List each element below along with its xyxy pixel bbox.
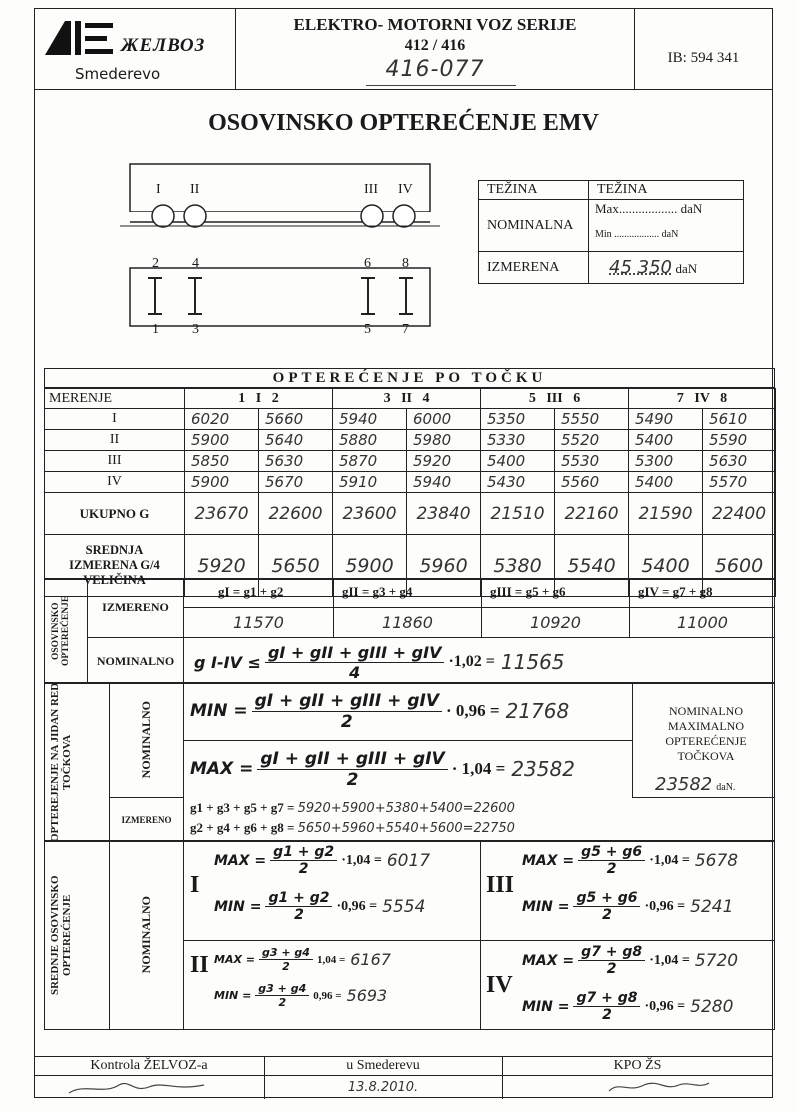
average-min-num: g3 + g4 [255, 982, 309, 996]
axle-label-I: I [156, 182, 161, 197]
average-min-fraction [255, 982, 309, 1009]
izm-line1-formula: g1 + g3 + g5 + g7 = [190, 800, 295, 815]
average-min-label: MIN = [522, 898, 570, 915]
handwritten-underline [366, 85, 516, 86]
wheel-table-row [45, 430, 776, 451]
axle-side-cell [44, 578, 88, 684]
header-ib-cell [634, 8, 773, 90]
srednja-cell: 5600 [703, 535, 776, 597]
wheelset-right-text: NOMINALNO MAXIMALNO OPTEREĆENJE TOČKOVA [665, 704, 747, 763]
average-min-fraction [573, 990, 640, 1023]
axle-formula-4: gIV = g7 + g8 [630, 578, 775, 608]
wheel-load-cell: 5400 [629, 472, 703, 493]
average-min-den: 2 [602, 1007, 612, 1023]
average-block-I [184, 840, 480, 940]
wheelset-max-formula [190, 742, 575, 796]
wheelset-izmereno-label: IZMERENO [110, 798, 184, 842]
group-header-1: 1 I 2 [185, 389, 333, 409]
average-roman-I: I [190, 872, 200, 898]
axle-value-4: 11000 [630, 608, 775, 638]
weight-col1-header: TEŽINA [479, 181, 589, 200]
average-max-num: g5 + g6 [578, 844, 645, 861]
axle-nominal-result: 11565 [500, 650, 565, 674]
average-min-formula [214, 982, 387, 1009]
wheel-load-cell: 5350 [481, 409, 555, 430]
average-max-formula [522, 944, 738, 977]
average-block-III [480, 840, 775, 940]
ukupno-cell: 23840 [407, 493, 481, 535]
weight-nominal-label: NOMINALNA [479, 200, 589, 252]
axle-izmereno-label: IZMERENO [88, 578, 184, 638]
axle-nominal-fraction [265, 643, 445, 682]
footer-col3-label: KPO ŽS [613, 1058, 662, 1073]
average-min-result: 5241 [690, 896, 734, 917]
srednja-cell: 5400 [629, 535, 703, 597]
wheel-load-cell: 5940 [333, 409, 407, 430]
average-block-II [184, 940, 480, 1040]
average-max-result: 5678 [694, 850, 739, 871]
srednja-cell: 5920 [185, 535, 259, 597]
axle-label-II: II [190, 182, 200, 197]
average-side-cell [44, 840, 110, 1030]
average-max-den: 2 [282, 960, 290, 973]
average-max-fraction [259, 946, 313, 973]
wheelset-min-factor: · 0,96 = [446, 701, 500, 720]
company-name: ЖЕЛВОЗ [121, 35, 206, 56]
average-roman-II: II [190, 952, 209, 978]
wheel-load-cell: 5910 [333, 472, 407, 493]
average-min-factor: ·0,96 = [644, 898, 686, 914]
wheel-load-cell: 5630 [703, 451, 776, 472]
axle-formula-2: gII = g3 + g4 [334, 578, 482, 608]
header-logo-cell [34, 8, 236, 90]
weight-col2-header: TEŽINA [589, 181, 744, 200]
ukupno-cell: 22400 [703, 493, 776, 535]
ukupno-cell: 21510 [481, 493, 555, 535]
average-max-den: 2 [606, 961, 617, 977]
wheelset-max-den: 2 [346, 769, 359, 790]
wheel-num-6: 6 [364, 256, 371, 271]
average-max-factor: 1,04 = [316, 953, 346, 966]
wheel-load-cell: 5870 [333, 451, 407, 472]
average-max-fraction [578, 844, 645, 877]
average-min-result: 5693 [346, 986, 388, 1005]
wheel-load-cell: 5400 [629, 430, 703, 451]
average-max-formula [214, 946, 391, 973]
average-max-fraction [578, 944, 645, 977]
average-max-factor: ·1,04 = [649, 952, 690, 968]
wheel-table-row [45, 451, 776, 472]
average-min-num: g7 + g8 [573, 990, 640, 1007]
title-line-1: ELEKTRO- MOTORNI VOZ SERIJE [293, 15, 577, 34]
average-max-label: MAX = [522, 852, 575, 869]
axle-value-3: 10920 [482, 608, 630, 638]
srednja-cell: 5650 [259, 535, 333, 597]
group-header-4: 7 IV 8 [629, 389, 776, 409]
average-min-den: 2 [294, 907, 304, 923]
average-max-factor: ·1,04 = [649, 852, 690, 868]
wheel-load-cell: 5560 [555, 472, 629, 493]
average-min-label: MIN = [214, 989, 252, 1002]
wheelset-max-label: MAX = [190, 759, 254, 779]
header-title-cell [235, 8, 635, 90]
ukupno-cell: 22160 [555, 493, 629, 535]
axle-nominal-factor: ·1,02 = [448, 653, 495, 670]
wheel-load-cell: 6000 [407, 409, 481, 430]
axle-nominal-num: gI + gII + gIII + gIV [265, 643, 445, 663]
ukupno-label: UKUPNO G [45, 493, 185, 535]
average-min-fraction [265, 890, 332, 923]
wheelset-min-result: 21768 [505, 699, 570, 723]
wheel-load-cell: 5630 [259, 451, 333, 472]
average-min-formula [522, 890, 733, 923]
wheel-load-cell: 5660 [259, 409, 333, 430]
wheel-load-cell: 5640 [259, 430, 333, 451]
wheelset-nominalno-label: NOMINALNO [139, 700, 153, 779]
wheel-num-2: 2 [152, 256, 159, 271]
wheelset-min-label: MIN = [190, 701, 248, 721]
wheelset-nominalno-cell [110, 682, 184, 798]
wheel-num-3: 3 [192, 322, 199, 337]
group-header-3: 5 III 6 [481, 389, 629, 409]
average-min-result: 5280 [690, 996, 734, 1017]
srednja-cell: 5900 [333, 535, 407, 597]
average-block-IV [480, 940, 775, 1040]
wheel-load-cell: 5980 [407, 430, 481, 451]
average-max-result: 5720 [694, 950, 739, 971]
average-min-result: 5554 [382, 896, 426, 917]
merenje-header: MERENJE [45, 389, 185, 409]
wheelset-max-num: gI + gII + gIII + gIV [257, 749, 447, 770]
average-min-label: MIN = [522, 998, 570, 1015]
wheel-load-cell: 5590 [703, 430, 776, 451]
weight-measured-label: IZMERENA [479, 252, 589, 284]
weight-min-line: Min .................. daN [595, 229, 679, 240]
axle-nominalno-label: NOMINALNO [88, 638, 184, 684]
srednja-cell: 5540 [555, 535, 629, 597]
wheel-load-cell: 6020 [185, 409, 259, 430]
average-roman-IV: IV [486, 972, 513, 998]
signature-left-icon [64, 1075, 214, 1099]
axle-value-2: 11860 [334, 608, 482, 638]
wheel-load-cell: 5330 [481, 430, 555, 451]
wheel-load-cell: 5490 [629, 409, 703, 430]
average-max-factor: ·1,04 = [341, 852, 382, 868]
wheel-num-1: 1 [152, 322, 159, 337]
wheelset-right-box [632, 682, 775, 798]
average-min-fraction [573, 890, 640, 923]
wheel-num-5: 5 [364, 322, 371, 337]
title-line-2: 412 / 416 [404, 37, 466, 54]
weight-max-line: Max.................. daN [595, 201, 703, 216]
wheelset-max-factor: · 1,04 = [451, 759, 506, 778]
average-min-label: MIN = [214, 898, 262, 915]
average-min-den: 2 [278, 996, 287, 1009]
izm-line1-values: 5920+5900+5380+5400=22600 [297, 801, 515, 816]
wheel-load-cell: 5880 [333, 430, 407, 451]
weight-measured-value: 45 350 [609, 257, 672, 278]
wheel-table [44, 388, 776, 597]
average-roman-III: III [486, 872, 515, 898]
average-max-result: 6167 [350, 950, 391, 969]
wheel-num-8: 8 [402, 256, 409, 271]
average-max-num: g7 + g8 [578, 944, 645, 961]
izm-line2-formula: g2 + g4 + g6 + g8 = [190, 820, 295, 835]
wheel-load-cell: 5400 [481, 451, 555, 472]
axle-formula-1: gI = g1 + g2 [184, 578, 334, 608]
average-nominalno-cell [110, 840, 184, 1030]
average-max-label: MAX = [214, 852, 267, 869]
weight-nominal-cell [589, 200, 744, 252]
wheel-load-cell: 5610 [703, 409, 776, 430]
wheel-load-cell: 5520 [555, 430, 629, 451]
wheel-table-title: OPTEREĆENJE PO TOČKU [44, 370, 775, 388]
wheel-load-cell: 5550 [555, 409, 629, 430]
company-city: Smederevo [75, 65, 161, 83]
average-side-label: SREDNJE OSOVINSKO OPTEREĆENJE [48, 875, 73, 995]
wheelset-right-value-line [655, 774, 735, 795]
wheel-load-cell: 5920 [407, 451, 481, 472]
ukupno-cell: 23600 [333, 493, 407, 535]
company-logo-icon [43, 19, 115, 57]
average-max-result: 6017 [386, 850, 431, 871]
weight-measured-cell [589, 252, 744, 284]
row-label: II [45, 430, 185, 451]
average-min-den: 2 [602, 907, 612, 923]
average-max-num: g3 + g4 [259, 946, 313, 960]
footer-date-handwritten: 13.8.2010. [347, 1079, 419, 1095]
wheel-load-cell: 5850 [185, 451, 259, 472]
ib-number: IB: 594 341 [667, 49, 740, 66]
wheelset-side-cell [44, 682, 110, 842]
average-max-label: MAX = [522, 952, 575, 969]
wheel-load-cell: 5900 [185, 430, 259, 451]
wheelset-max-result: 23582 [511, 757, 575, 781]
wheel-load-cell: 5570 [703, 472, 776, 493]
axle-nominal-formula [194, 640, 565, 684]
signature-right-icon [604, 1075, 714, 1097]
average-min-num: g1 + g2 [265, 890, 332, 907]
average-min-num: g5 + g6 [573, 890, 640, 907]
axle-formula-3: gIII = g5 + g6 [482, 578, 630, 608]
wheelset-divider [184, 740, 632, 741]
ukupno-cell: 21590 [629, 493, 703, 535]
average-min-formula [522, 990, 733, 1023]
axle-nominal-lhs: g I-IV ≤ [194, 652, 261, 672]
average-min-formula [214, 890, 425, 923]
srednja-label: SREDNJA IZMERENA G/4 VELIČINA [45, 535, 185, 597]
axle-label-III: III [364, 182, 378, 197]
ukupno-cell: 23670 [185, 493, 259, 535]
average-max-den: 2 [298, 861, 309, 877]
average-min-factor: ·0,96 = [336, 898, 378, 914]
group-header-2: 3 II 4 [333, 389, 481, 409]
average-min-factor: ·0,96 = [644, 998, 686, 1014]
wheelset-min-formula [190, 684, 569, 738]
wheelset-izmereno-line-2 [190, 820, 515, 836]
wheel-load-cell: 5430 [481, 472, 555, 493]
wheelset-side-label: OPTEREJENJE NA JIDAN RED TOČKOVA [48, 682, 73, 842]
wheelset-min-num: gI + gII + gIII + gIV [252, 691, 442, 712]
average-max-formula [522, 844, 738, 877]
wheelset-min-den: 2 [340, 711, 353, 732]
footer [34, 1056, 773, 1098]
row-label: I [45, 409, 185, 430]
axle-side-label: OSOVINSKO OPTEREĆENJE [50, 595, 71, 667]
wheel-table-row [45, 409, 776, 430]
wheel-load-cell: 5530 [555, 451, 629, 472]
wheelset-right-value: 23582 [655, 774, 713, 795]
average-max-den: 2 [606, 861, 617, 877]
axle-label-IV: IV [398, 182, 413, 197]
wheel-num-7: 7 [402, 322, 409, 337]
wheelset-right-unit: daN. [716, 782, 736, 793]
wheelset-izmereno-line-1 [190, 800, 515, 816]
wheel-load-cell: 5900 [185, 472, 259, 493]
average-max-formula [214, 844, 430, 877]
average-nominalno-label: NOMINALNO [139, 896, 153, 974]
average-min-factor: 0,96 = [313, 989, 342, 1002]
wheel-load-cell: 5940 [407, 472, 481, 493]
average-max-label: MAX = [214, 953, 255, 966]
average-max-fraction [270, 844, 337, 877]
wheel-num-4: 4 [192, 256, 199, 271]
axle-nominal-den: 4 [349, 662, 361, 682]
ukupno-cell: 22600 [259, 493, 333, 535]
row-label: IV [45, 472, 185, 493]
main-title: OSOVINSKO OPTEREĆENJE EMV [208, 110, 599, 136]
axle-value-1: 11570 [184, 608, 334, 638]
wheel-load-cell: 5670 [259, 472, 333, 493]
weight-measured-unit: daN [675, 261, 698, 276]
wheel-load-cell: 5300 [629, 451, 703, 472]
wheel-table-row [45, 472, 776, 493]
izm-line2-values: 5650+5960+5540+5600=22750 [297, 821, 515, 836]
row-label: III [45, 451, 185, 472]
srednja-cell: 5380 [481, 535, 555, 597]
weight-table [478, 180, 744, 284]
footer-col2-label: u Smederevu [346, 1058, 420, 1073]
wheelset-max-fraction [257, 749, 447, 790]
handwritten-vehicle-number: 416-077 [385, 57, 485, 82]
average-max-num: g1 + g2 [270, 844, 337, 861]
srednja-cell: 5960 [407, 535, 481, 597]
wheelset-min-fraction [252, 691, 442, 732]
footer-col1-label: Kontrola ŽELVOZ-a [90, 1058, 208, 1073]
